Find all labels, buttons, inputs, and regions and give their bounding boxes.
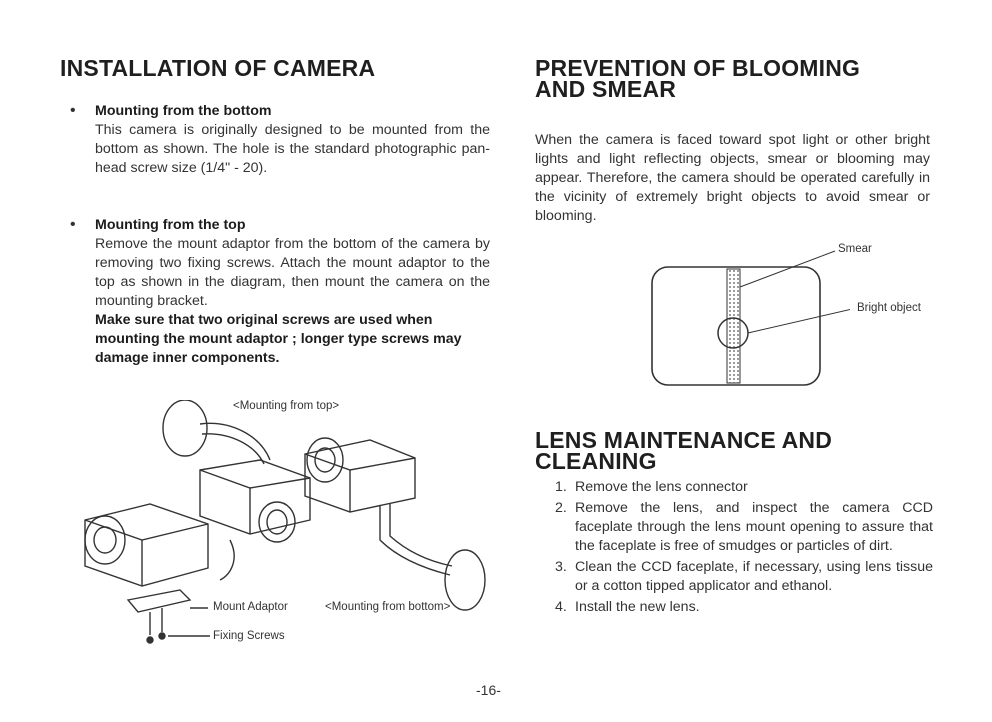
fig-label-smear: Smear <box>838 243 872 255</box>
top-text: Remove the mount adaptor from the bottom of the camera by removing two fixing screws. Attach the mount adaptor to the top as shown in the diagram, then mount the camera on the mounting bracket. <box>95 236 490 309</box>
section-title-blooming: PREVENTION OF BLOOMING AND SMEAR <box>535 55 861 102</box>
fig-caption-top: <Mounting from top> <box>233 400 340 412</box>
page-number: -16- <box>476 682 501 698</box>
section-title-installation: INSTALLATION OF CAMERA <box>60 55 376 81</box>
bullet-dot: • <box>70 102 76 119</box>
step-text: Remove the lens, and inspect the camera CCD faceplate through the lens mount opening to assure that the faceplate is free of smudges or particles of dirt. <box>575 500 933 554</box>
smear-diagram <box>640 245 850 395</box>
list-item <box>555 598 933 617</box>
list-item <box>555 478 933 497</box>
step-number: 4. <box>555 599 567 615</box>
fig-label-screws: Fixing Screws <box>213 630 285 642</box>
step-number: 2. <box>555 500 567 516</box>
fig-label-adaptor: Mount Adaptor <box>213 601 288 613</box>
step-number: 3. <box>555 559 567 575</box>
section-title-lens: LENS MAINTENANCE AND CLEANING <box>535 427 833 474</box>
bullet-mounting-bottom <box>70 102 490 178</box>
fig-label-bright: Bright object <box>857 302 921 314</box>
bottom-heading: Mounting from the bottom <box>95 103 272 119</box>
blooming-text: When the camera is faced toward spot light or other bright lights and light reflecting objects, smear or blooming may appear. Therefore, the camera should be operated carefully in the vicinity of extremely bright objects to avoid smear or blooming. <box>535 132 930 224</box>
warning-text: Make sure that two original screws are used when mounting the mount adaptor ; longer type screws may damage inner components. <box>95 312 462 366</box>
fig-caption-bottom: <Mounting from bottom> <box>325 601 451 613</box>
bullet-mounting-top <box>70 216 490 368</box>
step-text: Remove the lens connector <box>575 479 748 495</box>
mounting-diagram <box>80 400 500 660</box>
step-text: Clean the CCD faceplate, if necessary, using lens tissue or a cotton tipped applicator and ethanol. <box>575 559 933 594</box>
step-number: 1. <box>555 479 567 495</box>
list-item <box>555 558 933 596</box>
list-item <box>555 499 933 556</box>
top-heading: Mounting from the top <box>95 217 246 233</box>
lens-steps <box>555 478 933 617</box>
step-text: Install the new lens. <box>575 599 700 615</box>
bullet-dot: • <box>70 216 76 233</box>
bottom-text: This camera is originally designed to be mounted from the bottom as shown. The hole is the standard photographic pan-head screw size (1/4" - 20). <box>95 122 490 176</box>
